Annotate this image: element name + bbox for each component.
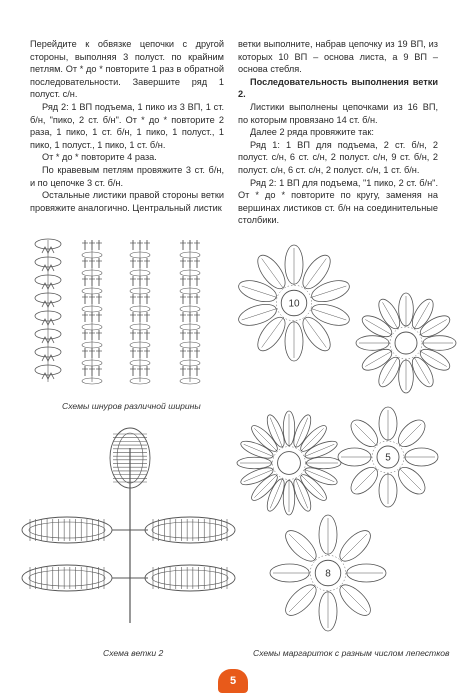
paragraph: ветки выполните, набрав цепочку из 19 ВП, из которых 10 ВП – основа листа, а 9 ВП – основа стебля. bbox=[238, 39, 438, 75]
leaf bbox=[145, 565, 235, 591]
page-number-badge: 5 bbox=[218, 669, 248, 693]
paragraph: Ряд 2: 1 ВП для подъема, "1 пико, 2 ст. б/н". От * до * повторите по кругу, заменяя на вершинах листиков ст. б/н на соединительные столбики. bbox=[238, 177, 438, 226]
cords-caption: Схемы шнуров различной ширины bbox=[62, 401, 201, 411]
cord-scheme bbox=[130, 240, 150, 384]
cord-scheme bbox=[35, 239, 61, 382]
daisy-scheme bbox=[236, 245, 352, 361]
leaf bbox=[22, 565, 112, 591]
paragraph: Остальные листики правой стороны ветки провяжите аналогично. Центральный листик bbox=[30, 190, 224, 213]
paragraph: От * до * повторите 4 раза. bbox=[42, 152, 157, 163]
branch-diagram bbox=[12, 418, 242, 638]
branch-stem bbox=[112, 448, 148, 623]
paragraph: Листики выполнены цепочками из 16 ВП, по которым провязано 14 ст. б/н. bbox=[238, 101, 438, 125]
flower-number-label: 10 bbox=[288, 298, 300, 310]
leaf bbox=[145, 517, 235, 543]
right-text-column bbox=[238, 38, 438, 227]
daisy-diagrams bbox=[230, 225, 462, 640]
daisy-scheme bbox=[270, 515, 386, 631]
paragraph: По кравевым петлям провяжите 3 ст. б/н, и по цепочке 3 ст. б/н. bbox=[30, 164, 224, 188]
cord-scheme bbox=[180, 240, 200, 384]
paragraph: Далее 2 ряда провяжите так: bbox=[250, 127, 374, 138]
cord-diagrams bbox=[30, 232, 225, 392]
daisy-scheme bbox=[237, 411, 341, 515]
leaf bbox=[22, 517, 112, 543]
daisies-caption: Схемы маргариток с разным числом лепестков bbox=[253, 648, 450, 658]
left-text-column bbox=[30, 38, 224, 214]
cord-scheme bbox=[82, 240, 102, 384]
daisy-scheme bbox=[338, 407, 438, 507]
branch-caption: Схема ветки 2 bbox=[103, 648, 164, 658]
section-heading: Последовательность выполнения ветки 2. bbox=[238, 76, 438, 100]
flower-number-label: 8 bbox=[325, 568, 331, 580]
flower-number-label: 5 bbox=[385, 452, 391, 464]
daisy-scheme bbox=[356, 293, 456, 393]
paragraph: Перейдите к обвязке цепочки с другой стороны, выполняя 3 полуст. по крайним петлям. От * до * повторите 1 раз в обратной последовательности. Завершите ряд 1 полуст. с/н. bbox=[30, 39, 224, 100]
paragraph: Ряд 2: 1 ВП подъема, 1 пико из 3 ВП, 1 ст. б/н, "пико, 2 ст. б/н". От * до * повторите 2 раза, 1 пико, 1 ст. б/н, 1 пико, 1 полуст., 1 пико, 1 полуст., 1 пико, 1 ст. б/н. bbox=[30, 101, 224, 150]
paragraph: Ряд 1: 1 ВП для подъема, 2 ст. б/н, 2 полуст. с/н, 6 ст. с/н, 2 полуст. с/н, 9 ст. б/н, 2 полуст. с/н, 6 ст. с/н, 2 полуст. с/н, 1 ст. б/н. bbox=[238, 139, 438, 175]
